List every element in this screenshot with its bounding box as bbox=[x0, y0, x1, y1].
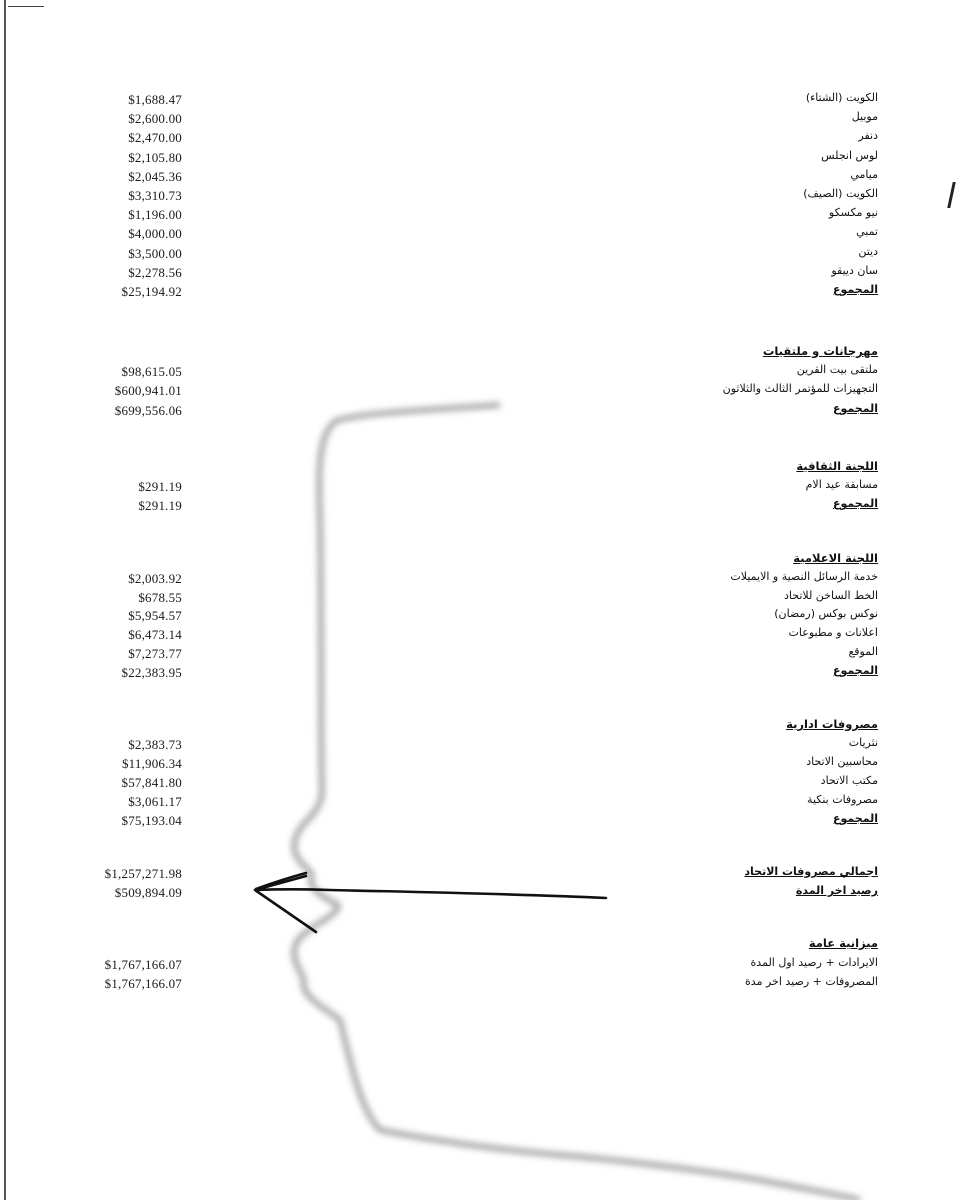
line-label: مسابقة عيد الام bbox=[805, 478, 878, 492]
line-amount: $2,383.73 bbox=[128, 737, 182, 752]
line-label: نيو مكسكو bbox=[828, 206, 878, 220]
line-amount: $2,278.56 bbox=[128, 264, 182, 280]
line-label: مكتب الاتحاد bbox=[820, 774, 878, 787]
line-amount: $2,045.36 bbox=[128, 168, 182, 184]
line-amount: $11,906.34 bbox=[121, 756, 182, 771]
section-heading: اللجنة الاعلامية bbox=[793, 551, 878, 565]
total-label: اجمالي مصروفات الاتحاد bbox=[744, 865, 878, 878]
line-amount: $600,941.01 bbox=[114, 383, 182, 399]
line-amount: $291.19 bbox=[138, 479, 182, 495]
line-label: ملتقى بيت القرين bbox=[796, 363, 878, 377]
line-amount: $4,000.00 bbox=[128, 226, 182, 242]
line-amount: $2,105.80 bbox=[128, 149, 182, 165]
line-amount: $1,767,166.07 bbox=[104, 956, 182, 972]
line-amount: $7,273.77 bbox=[128, 646, 182, 661]
line-label: سان دييقو bbox=[831, 263, 878, 277]
total-amount: $509,894.09 bbox=[114, 885, 182, 900]
line-label: الكويت (الشتاء) bbox=[805, 91, 878, 104]
line-amount: $2,600.00 bbox=[128, 111, 182, 127]
line-amount: $3,061.17 bbox=[128, 794, 182, 809]
line-amount: $2,470.00 bbox=[128, 130, 182, 146]
section-heading: اللجنة الثقافية bbox=[796, 459, 878, 473]
line-label: ميامي bbox=[850, 167, 878, 181]
line-label: نثريات bbox=[848, 736, 878, 749]
line-label: الايرادات + رصيد اول المدة bbox=[750, 955, 878, 969]
total-amount: $75,193.04 bbox=[121, 813, 182, 828]
line-amount: $98,615.05 bbox=[121, 364, 182, 380]
section-heading: مصروفات ادارية bbox=[786, 717, 878, 731]
line-amount: $1,688.47 bbox=[128, 92, 182, 107]
line-label: محاسبين الاتحاد bbox=[806, 755, 878, 768]
total-amount: $699,556.06 bbox=[114, 402, 182, 418]
section-heading: مهرجانات و ملتقيات bbox=[762, 344, 878, 358]
line-amount: $3,310.73 bbox=[128, 188, 182, 203]
line-label: ديتن bbox=[858, 244, 878, 258]
line-label: لوس انجلس bbox=[821, 148, 878, 162]
line-label: مصروفات بنكية bbox=[807, 793, 878, 806]
total-amount: $22,383.95 bbox=[121, 664, 182, 680]
total-label: المجموع bbox=[833, 283, 878, 296]
line-label: نوكس بوكس (رمضان) bbox=[774, 607, 878, 621]
line-label: تمبي bbox=[856, 225, 878, 239]
total-label: المجموع bbox=[833, 812, 878, 825]
line-label: دنفر bbox=[858, 129, 878, 143]
arrow-head bbox=[255, 876, 316, 932]
line-amount: $57,841.80 bbox=[121, 775, 182, 790]
line-amount: $5,954.57 bbox=[128, 608, 182, 624]
line-label: الخط الساخن للاتحاد bbox=[783, 588, 878, 602]
line-label: خدمة الرسائل النصية و الايميلات bbox=[730, 569, 878, 583]
line-label: المصروفات + رصيد اخر مدة bbox=[745, 975, 878, 988]
total-amount: $291.19 bbox=[138, 498, 182, 514]
line-amount: $678.55 bbox=[138, 589, 182, 605]
line-label: التجهيزات للمؤتمر الثالث والثلاثون bbox=[722, 382, 878, 396]
line-amount: $6,473.14 bbox=[128, 627, 182, 643]
arrow-head-top bbox=[256, 873, 306, 889]
total-label: المجموع bbox=[833, 663, 878, 677]
line-amount: $3,500.00 bbox=[128, 245, 182, 261]
line-label: الكويت (الصيف) bbox=[803, 187, 878, 200]
line-label: الموقع bbox=[848, 645, 878, 658]
total-label: رصيد اخر المدة bbox=[795, 884, 878, 897]
total-amount: $1,257,271.98 bbox=[104, 866, 182, 881]
line-amount: $1,767,166.07 bbox=[104, 976, 182, 991]
total-label: المجموع bbox=[833, 497, 878, 511]
line-amount: $2,003.92 bbox=[128, 570, 182, 586]
total-label: المجموع bbox=[833, 401, 878, 415]
line-label: اعلانات و مطبوعات bbox=[788, 626, 878, 640]
section-heading: ميزانية عامة bbox=[808, 936, 878, 950]
total-amount: $25,194.92 bbox=[121, 284, 182, 299]
line-label: موبيل bbox=[851, 110, 878, 124]
line-amount: $1,196.00 bbox=[128, 207, 182, 223]
